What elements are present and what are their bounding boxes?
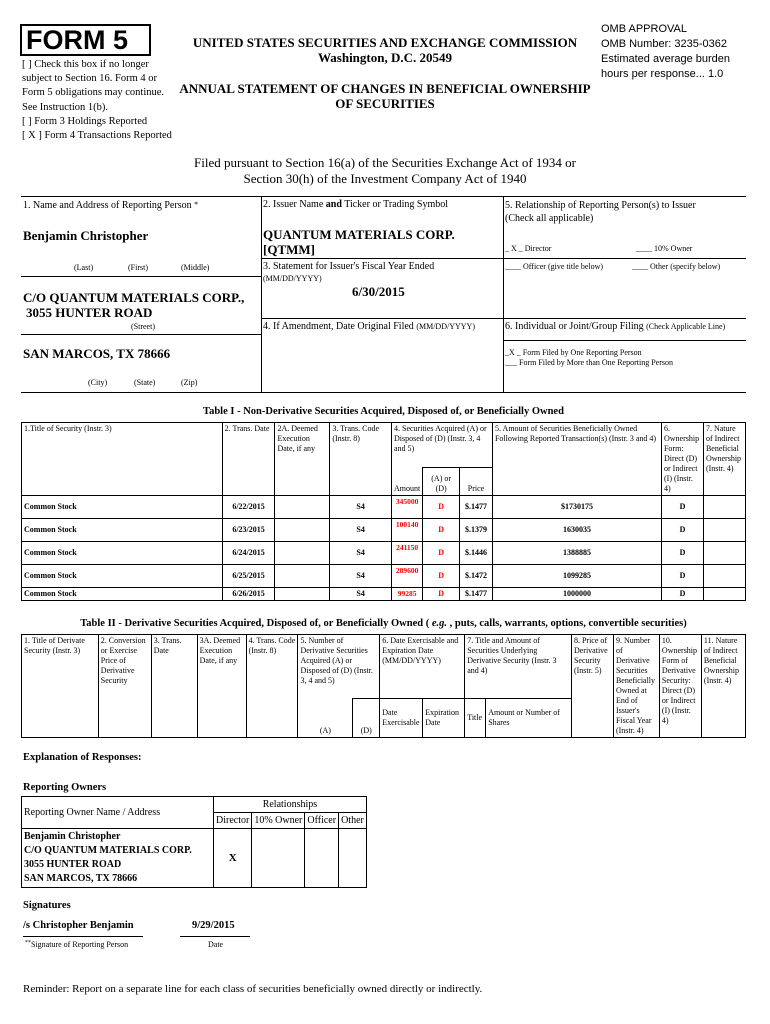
acquired-disposed: D <box>423 496 460 519</box>
acquired-disposed: D <box>423 565 460 588</box>
t2-header-deemed: 3A. Deemed Execution Date, if any <box>197 635 246 738</box>
security-title: Common Stock <box>22 565 223 588</box>
table2-title: Table II - Derivative Securities Acquired, Disposed of, or Beneficially Owned ( e.g. , puts, calls, warrants, options, convertible securities) <box>80 618 687 629</box>
security-title: Common Stock <box>22 496 223 519</box>
one-reporting-person: _X _ Form Filed by One Reporting Person <box>505 348 642 357</box>
grid-line <box>21 334 261 335</box>
more-reporting-persons: ___ Form Filed by More than One Reporting Person <box>505 358 673 367</box>
amount: 99285 <box>392 588 423 601</box>
other-header: Other <box>339 813 367 829</box>
t1-header-title: 1.Title of Security (Instr. 3) <box>22 423 223 496</box>
t2-header-date: 3. Trans. Date <box>151 635 197 738</box>
statement-title-line2: OF SECURITIES <box>335 96 435 111</box>
t1-header-owned: 5. Amount of Securities Beneficially Owned Following Reported Transaction(s) (Instr. 3 and 4) <box>492 423 661 496</box>
trans-date: 6/24/2015 <box>222 542 275 565</box>
signatures-heading: Signatures <box>23 900 71 911</box>
signature-name: /s Christopher Benjamin <box>23 920 134 931</box>
t1-header-date: 2. Trans. Date <box>222 423 275 496</box>
grid-line <box>503 196 504 392</box>
deemed-date <box>275 542 330 565</box>
amount-owned: 1000000 <box>492 588 661 601</box>
t1-header-ad: (A) or (D) <box>423 467 460 495</box>
fiscal-year-end: 6/30/2015 <box>352 284 405 299</box>
check-form4-transactions: [ X ] Form 4 Transactions Reported <box>22 130 172 142</box>
statement-title-line1: ANNUAL STATEMENT OF CHANGES IN BENEFICIAL OWNERSHIP <box>179 81 591 96</box>
signature-date: 9/29/2015 <box>192 920 235 931</box>
reporting-person-address: C/O QUANTUM MATERIALS CORP., 3055 HUNTER ROAD <box>23 290 245 320</box>
t2-header-conversion: 2. Conversion or Exercise Price of Derivative Security <box>98 635 151 738</box>
table-row <box>22 496 746 519</box>
date-label: Date <box>208 940 224 949</box>
price: $.1379 <box>460 519 493 542</box>
acquired-disposed: D <box>423 588 460 601</box>
city-label: (City) <box>88 378 108 387</box>
nature <box>703 588 745 601</box>
nature <box>703 542 745 565</box>
nature <box>703 519 745 542</box>
reporting-person-name: Benjamin Christopher <box>23 228 149 243</box>
table-row <box>22 542 746 565</box>
issuer-name: QUANTUM MATERIALS CORP. [QTMM] <box>263 227 455 257</box>
reminder-text: Reminder: Report on a separate line for each class of securities beneficially owned directly or indirectly. <box>23 983 483 995</box>
box5-label: 5. Relationship of Reporting Person(s) to Issuer (Check all applicable) <box>505 200 696 224</box>
t2-header-code: 4. Trans. Code (Instr. 8) <box>246 635 298 738</box>
box4-label: 4. If Amendment, Date Original Filed (MM/DD/YYYY) <box>263 321 475 332</box>
amount-owned: $1730175 <box>492 496 661 519</box>
signature-label: **Signature of Reporting Person <box>25 940 129 949</box>
nature <box>703 565 745 588</box>
director-mark: X <box>214 829 252 888</box>
owner-info: Benjamin Christopher C/O QUANTUM MATERIALS CORP. 3055 HUNTER ROAD SAN MARCOS, TX 78666 <box>22 829 214 888</box>
ownership-form: D <box>661 588 703 601</box>
t2-header-price: 8. Price of Derivative Security (Instr. 5) <box>571 635 613 738</box>
t1-header-price: Price <box>460 467 493 495</box>
director-check: _ X _ Director <box>505 244 552 253</box>
t2-header-number-owned: 9. Number of Derivative Securities Beneficially Owned at End of Issuer's Fiscal Year (Instr. 4) <box>613 635 659 738</box>
deemed-date <box>275 588 330 601</box>
amount: 241150 <box>392 542 423 565</box>
explanation-heading: Explanation of Responses: <box>23 752 142 763</box>
t2-header-expiration: Expiration Date <box>423 699 465 738</box>
table2 <box>21 634 746 738</box>
table-row <box>22 588 746 601</box>
t1-header-securities: 4. Securities Acquired (A) or Disposed of (D) (Instr. 3, 4 and 5) <box>392 423 493 468</box>
trans-code: S4 <box>330 542 392 565</box>
trans-code: S4 <box>330 588 392 601</box>
security-title: Common Stock <box>22 588 223 601</box>
trans-date: 6/25/2015 <box>222 565 275 588</box>
grid-line <box>21 276 261 277</box>
deemed-date <box>275 519 330 542</box>
omb-hours: hours per response... 1.0 <box>601 68 724 80</box>
box3-sub: (MM/DD/YYYY) <box>263 274 322 283</box>
box2-label: 2. Issuer Name and Ticker or Trading Symbol <box>263 199 449 210</box>
filed-pursuant <box>120 155 650 187</box>
zip-label: (Zip) <box>181 378 198 387</box>
security-title: Common Stock <box>22 519 223 542</box>
amount-owned: 1630035 <box>492 519 661 542</box>
reporting-person-city: SAN MARCOS, TX 78666 <box>23 346 171 361</box>
street-label: (Street) <box>131 322 155 331</box>
t2-header-d: (D) <box>353 699 380 738</box>
omb-title: OMB APPROVAL <box>601 23 687 35</box>
grid-line <box>261 258 503 259</box>
box6-label: 6. Individual or Joint/Group Filing (Check Applicable Line) <box>505 321 726 332</box>
t1-header-amount: Amount <box>392 467 423 495</box>
t2-header-nature: 11. Nature of Indirect Beneficial Ownership (Instr. 4) <box>701 635 745 738</box>
omb-burden: Estimated average burden <box>601 53 731 65</box>
agency-name: UNITED STATES SECURITIES AND EXCHANGE COMMISSION <box>192 35 578 50</box>
signature-line <box>23 936 143 937</box>
acquired-disposed: D <box>423 542 460 565</box>
table1-title: Table I - Non-Derivative Securities Acquired, Disposed of, or Beneficially Owned <box>203 406 564 417</box>
other-mark <box>339 829 367 888</box>
table-row <box>22 519 746 542</box>
t2-header-number: 5. Number of Derivative Securities Acquired (A) or Disposed of (D) (Instr. 3, 4 and 5) <box>298 635 380 699</box>
t2-header-underlying: 7. Title and Amount of Securities Underlying Derivative Security (Instr. 3 and 4) <box>465 635 572 699</box>
t1-header-code: 3. Trans. Code (Instr. 8) <box>330 423 392 496</box>
ten-pct-header: 10% Owner <box>252 813 305 829</box>
t2-header-ownership-form: 10. Ownership Form of Derivative Security: Direct (D) or Indirect (I) (Instr. 4) <box>659 635 701 738</box>
trans-code: S4 <box>330 565 392 588</box>
t1-header-deemed: 2A. Deemed Execution Date, if any <box>275 423 330 496</box>
amount-owned: 1099285 <box>492 565 661 588</box>
ownership-form: D <box>661 519 703 542</box>
last-label: (Last) <box>74 263 94 272</box>
filed-line2: Section 30(h) of the Investment Company Act of 1940 <box>243 171 527 186</box>
amount: 289600 <box>392 565 423 588</box>
t1-header-ownership-form: 6. Ownership Form: Direct (D) or Indirect (I) (Instr. 4) <box>661 423 703 496</box>
grid-line <box>261 196 262 392</box>
trans-date: 6/26/2015 <box>222 588 275 601</box>
omb-approval <box>601 22 761 82</box>
filed-line1: Filed pursuant to Section 16(a) of the Securities Exchange Act of 1934 or <box>194 155 576 170</box>
statement-title <box>165 81 605 111</box>
t1-header-nature: 7. Nature of Indirect Beneficial Ownership (Instr. 4) <box>703 423 745 496</box>
t2-header-title: 1. Title of Derivate Security (Instr. 3) <box>22 635 99 738</box>
form-title: FORM 5 <box>20 24 151 56</box>
trans-code: S4 <box>330 519 392 542</box>
owner-name-header: Reporting Owner Name / Address <box>22 797 214 829</box>
trans-code: S4 <box>330 496 392 519</box>
deemed-date <box>275 565 330 588</box>
form-checkboxes <box>22 58 172 143</box>
agency-location: Washington, D.C. 20549 <box>318 50 452 65</box>
grid-line <box>503 258 746 259</box>
price: $.1477 <box>460 496 493 519</box>
ownership-form: D <box>661 496 703 519</box>
acquired-disposed: D <box>423 519 460 542</box>
ten-pct-mark <box>252 829 305 888</box>
t2-header-exercisable: 6. Date Exercisable and Expiration Date (MM/DD/YYYY) <box>380 635 465 699</box>
check-no-longer-subject: [ ] Check this box if no longer subject to Section 16. Form 4 or Form 5 obligations may continue. See Instruction 1(b). <box>22 59 165 113</box>
ticker-symbol: [QTMM] <box>263 242 315 257</box>
grid-line <box>21 392 746 393</box>
ownership-form: D <box>661 542 703 565</box>
relationships-header: Relationships <box>214 797 367 813</box>
t2-header-date-exercisable: Date Exercisable <box>380 699 423 738</box>
t2-header-a: (A) <box>298 699 353 738</box>
grid-line <box>503 340 746 341</box>
first-label: (First) <box>128 263 148 272</box>
officer-header: Officer <box>305 813 339 829</box>
reporting-owners-table <box>21 796 367 888</box>
filing-type <box>505 348 673 368</box>
box1-label: 1. Name and Address of Reporting Person * <box>23 200 199 211</box>
price: $.1472 <box>460 565 493 588</box>
deemed-date <box>275 496 330 519</box>
check-form3-holdings: [ ] Form 3 Holdings Reported <box>22 115 148 127</box>
box3-label: 3. Statement for Issuer's Fiscal Year Ended <box>263 261 435 272</box>
security-title: Common Stock <box>22 542 223 565</box>
other-check: ____ Other (specify below) <box>632 262 721 271</box>
state-label: (State) <box>134 378 156 387</box>
amount: 100140 <box>392 519 423 542</box>
date-line <box>180 936 250 937</box>
omb-number: OMB Number: 3235-0362 <box>601 38 727 50</box>
grid-line <box>21 196 746 197</box>
director-header: Director <box>214 813 252 829</box>
price: $.1446 <box>460 542 493 565</box>
ownership-form: D <box>661 565 703 588</box>
ten-pct-owner-check: ____ 10% Owner <box>636 244 693 253</box>
agency-heading <box>170 35 600 65</box>
middle-label: (Middle) <box>181 263 210 272</box>
t2-header-underlying-amount: Amount or Number of Shares <box>486 699 572 738</box>
nature <box>703 496 745 519</box>
table-row <box>22 565 746 588</box>
officer-check: ____ Officer (give title below) <box>505 262 604 271</box>
amount: 345000 <box>392 496 423 519</box>
reporting-owners-heading: Reporting Owners <box>23 782 107 793</box>
table1 <box>21 422 746 601</box>
t2-header-underlying-title: Title <box>465 699 486 738</box>
amount-owned: 1388885 <box>492 542 661 565</box>
trans-date: 6/22/2015 <box>222 496 275 519</box>
grid-line <box>261 318 746 319</box>
trans-date: 6/23/2015 <box>222 519 275 542</box>
officer-mark <box>305 829 339 888</box>
price: $.1477 <box>460 588 493 601</box>
